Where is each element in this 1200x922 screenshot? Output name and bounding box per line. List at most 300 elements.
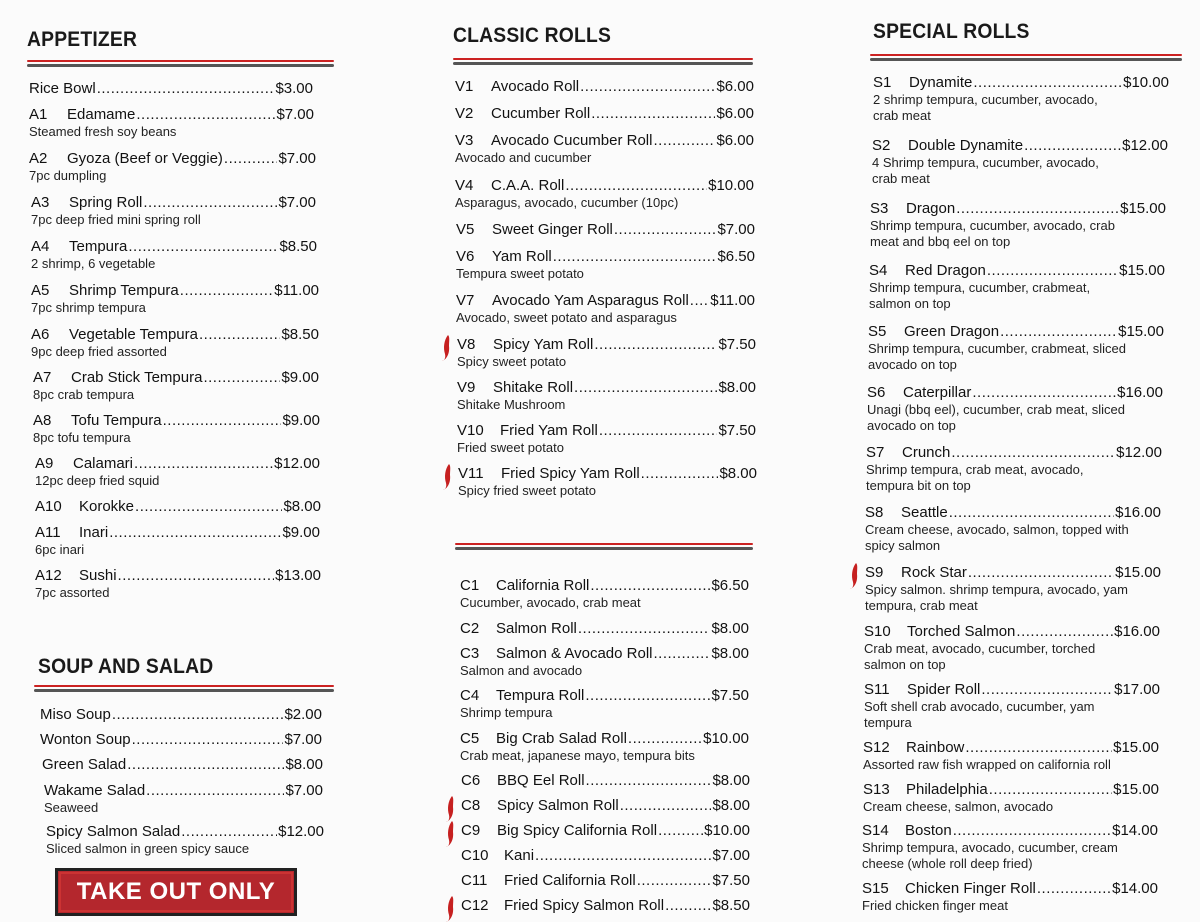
- menu-item: [44, 782, 323, 816]
- dot-leader: [1016, 623, 1113, 641]
- menu-item-line: [461, 897, 750, 915]
- menu-item-name: Yam Roll: [492, 248, 552, 265]
- menu-item-code: S15: [862, 880, 889, 897]
- menu-item-price: $15.00: [1113, 739, 1159, 756]
- dot-leader: [956, 200, 1119, 218]
- menu-item-line: [31, 194, 316, 212]
- menu-item-code: C3: [460, 645, 480, 662]
- menu-item-price: $16.00: [1117, 384, 1163, 401]
- menu-item-code: C10: [461, 847, 489, 864]
- menu-item-name: Rice Bowl: [29, 80, 96, 97]
- menu-item-name: Big Crab Salad Roll: [496, 730, 627, 747]
- menu-item: [460, 645, 749, 679]
- menu-item-line: [460, 645, 749, 663]
- menu-item-line: [457, 379, 756, 397]
- menu-item-code: A4: [31, 238, 50, 255]
- classic-rolls-title: CLASSIC ROLLS: [453, 24, 612, 47]
- menu-item-code: V6: [456, 248, 475, 265]
- menu-item-description: Assorted raw fish wrapped on california roll: [863, 757, 1111, 772]
- menu-item-description: crab meat: [873, 108, 931, 123]
- menu-item-line: [460, 577, 749, 595]
- menu-item-name: Sushi: [79, 567, 117, 584]
- menu-item-line: [870, 200, 1166, 218]
- menu-item: [33, 369, 319, 403]
- menu-item-description: meat and bbq eel on top: [870, 234, 1011, 249]
- menu-item-price: $7.00: [276, 106, 314, 123]
- dot-leader: [641, 465, 719, 483]
- menu-item: [35, 524, 320, 558]
- menu-item-description: 8pc tofu tempura: [33, 430, 131, 445]
- menu-item: [460, 730, 749, 764]
- menu-item-price: $10.00: [704, 822, 750, 839]
- menu-item-name: C.A.A. Roll: [491, 177, 565, 194]
- dot-leader: [981, 681, 1113, 699]
- menu-item-name: Salmon Roll: [496, 620, 577, 637]
- menu-item-name: Tempura: [69, 238, 128, 255]
- menu-item-price: $12.00: [1122, 137, 1168, 154]
- menu-item: [862, 822, 1158, 872]
- menu-item-code: C12: [461, 897, 489, 914]
- menu-item-code: A7: [33, 369, 52, 386]
- menu-item-name: Gyoza (Beef or Veggie): [67, 150, 223, 167]
- menu-item-code: V4: [455, 177, 474, 194]
- menu-item-line: [461, 772, 750, 790]
- menu-item-code: S6: [867, 384, 886, 401]
- menu-item-description: 6pc inari: [35, 542, 85, 557]
- chili-pepper-icon: [849, 562, 859, 590]
- menu-item-name: Big Spicy California Roll: [497, 822, 658, 839]
- menu-item-description: Avocado, sweet potato and asparagus: [456, 310, 677, 325]
- dot-leader: [134, 455, 273, 473]
- dot-leader: [574, 379, 717, 397]
- menu-item-line: [455, 78, 754, 96]
- menu-item-price: $9.00: [281, 369, 319, 386]
- dot-leader: [594, 336, 717, 354]
- menu-item-line: [864, 681, 1160, 699]
- menu-item-code: V11: [458, 465, 484, 482]
- dot-leader: [665, 897, 711, 915]
- menu-item: [461, 822, 750, 840]
- menu-item-code: C9: [461, 822, 481, 839]
- menu-item-name: Green Salad: [42, 756, 127, 773]
- menu-item-code: V2: [455, 105, 474, 122]
- menu-item-line: [455, 105, 754, 123]
- menu-item-price: $6.50: [711, 577, 749, 594]
- menu-item-price: $9.00: [282, 524, 320, 541]
- menu-item: [35, 567, 321, 601]
- dot-leader: [972, 384, 1116, 402]
- menu-item-line: [863, 781, 1159, 799]
- menu-item-description: Seaweed: [44, 800, 99, 815]
- menu-item-description: Soft shell crab avocado, cucumber, yam: [864, 699, 1095, 714]
- menu-item-name: Dynamite: [909, 74, 973, 91]
- menu-item-line: [29, 106, 314, 124]
- menu-item-line: [35, 567, 321, 585]
- menu-item-name: Chicken Finger Roll: [905, 880, 1036, 897]
- special-rolls-divider: [870, 54, 1182, 62]
- menu-item-name: Fried Yam Roll: [500, 422, 598, 439]
- menu-item-code: A5: [31, 282, 50, 299]
- menu-item-code: V10: [457, 422, 484, 439]
- menu-item-description: 7pc dumpling: [29, 168, 107, 183]
- menu-item-line: [862, 822, 1158, 840]
- menu-item-name: Spicy Salmon Roll: [497, 797, 619, 814]
- dot-leader: [580, 78, 715, 96]
- take-out-only-banner: TAKE OUT ONLY: [55, 868, 297, 916]
- dot-leader: [135, 498, 282, 516]
- menu-item-name: Seattle: [901, 504, 948, 521]
- menu-item-description: salmon on top: [869, 296, 951, 311]
- menu-item-price: $16.00: [1115, 504, 1161, 521]
- menu-item-code: S5: [868, 323, 887, 340]
- menu-item: [461, 772, 750, 790]
- menu-item: [461, 847, 750, 865]
- menu-item: [35, 498, 321, 516]
- menu-item-line: [40, 706, 322, 724]
- menu-item-line: [866, 444, 1162, 462]
- menu-item-price: $6.00: [716, 132, 754, 149]
- menu-item: [863, 781, 1159, 815]
- dot-leader: [535, 847, 711, 865]
- menu-item-description: cheese (whole roll deep fried): [862, 856, 1033, 871]
- menu-item-code: A11: [35, 524, 61, 541]
- menu-item-name: Torched Salmon: [907, 623, 1016, 640]
- menu-item: [31, 194, 316, 228]
- menu-item: [863, 739, 1159, 773]
- dot-leader: [586, 772, 712, 790]
- menu-item-description: tempura: [864, 715, 912, 730]
- dot-leader: [585, 687, 710, 705]
- menu-item-description: avocado on top: [868, 357, 957, 372]
- menu-item-price: $7.50: [718, 422, 756, 439]
- menu-item-line: [44, 782, 323, 800]
- menu-item-description: Cream cheese, salmon, avocado: [863, 799, 1054, 814]
- menu-item-name: Red Dragon: [905, 262, 986, 279]
- menu-item-name: Green Dragon: [904, 323, 1000, 340]
- menu-item-name: Shrimp Tempura: [69, 282, 179, 299]
- menu-item-name: Spicy Yam Roll: [493, 336, 594, 353]
- menu-item-description: Spicy fried sweet potato: [458, 483, 597, 498]
- dot-leader: [146, 782, 284, 800]
- menu-item-line: [862, 880, 1158, 898]
- menu-item-price: $7.00: [717, 221, 755, 238]
- menu-item-name: Dragon: [906, 200, 956, 217]
- menu-item-name: Cucumber Roll: [491, 105, 591, 122]
- menu-item-code: S11: [864, 681, 890, 698]
- menu-item-code: S9: [865, 564, 884, 581]
- menu-item-line: [29, 150, 316, 168]
- menu-item: [40, 706, 322, 724]
- menu-item-name: Spring Roll: [69, 194, 143, 211]
- menu-item-price: $14.00: [1112, 880, 1158, 897]
- dot-leader: [614, 221, 717, 239]
- menu-item: [33, 412, 320, 446]
- menu-item-price: $7.00: [712, 847, 750, 864]
- menu-item-description: Avocado and cucumber: [455, 150, 592, 165]
- menu-item-price: $6.50: [717, 248, 755, 265]
- menu-item-code: V5: [456, 221, 475, 238]
- menu-item-name: Fried California Roll: [504, 872, 636, 889]
- menu-item-code: C8: [461, 797, 481, 814]
- menu-item-line: [458, 465, 757, 483]
- menu-item-description: 8pc crab tempura: [33, 387, 135, 402]
- dot-leader: [989, 781, 1112, 799]
- soup-salad-title: SOUP AND SALAD: [38, 655, 214, 678]
- menu-item-line: [864, 623, 1160, 641]
- dot-leader: [163, 412, 282, 430]
- menu-item: [31, 282, 319, 316]
- menu-item-name: Tempura Roll: [496, 687, 585, 704]
- dot-leader: [968, 564, 1114, 582]
- dot-leader: [628, 730, 702, 748]
- menu-item-price: $8.50: [281, 326, 319, 343]
- menu-item-description: crab meat: [872, 171, 930, 186]
- menu-item-name: Wakame Salad: [44, 782, 146, 799]
- menu-item-code: V7: [456, 292, 475, 309]
- menu-item-description: tempura bit on top: [866, 478, 971, 493]
- menu-item-name: Korokke: [79, 498, 135, 515]
- dot-leader: [965, 739, 1112, 757]
- dot-leader: [97, 80, 275, 98]
- menu-item: [40, 731, 322, 749]
- appetizer-divider: [27, 60, 334, 68]
- dot-leader: [953, 822, 1111, 840]
- menu-item-name: Rainbow: [906, 739, 965, 756]
- dot-leader: [690, 292, 709, 310]
- menu-item: [866, 444, 1162, 494]
- menu-item: [868, 323, 1164, 373]
- menu-item-price: $15.00: [1118, 323, 1164, 340]
- menu-item-name: Calamari: [73, 455, 134, 472]
- menu-item-code: C11: [461, 872, 488, 889]
- menu-item-price: $7.00: [278, 150, 316, 167]
- dot-leader: [637, 872, 712, 890]
- menu-item-description: spicy salmon: [865, 538, 941, 553]
- menu-item-description: Shrimp tempura, crab meat, avocado,: [866, 462, 1084, 477]
- menu-item-description: Spicy salmon. shrimp tempura, avocado, yam: [865, 582, 1128, 597]
- menu-item-name: Double Dynamite: [908, 137, 1024, 154]
- dot-leader: [199, 326, 280, 344]
- menu-item-name: Kani: [504, 847, 535, 864]
- menu-item-name: Philadelphia: [906, 781, 988, 798]
- menu-item-line: [31, 326, 319, 344]
- menu-item-price: $12.00: [1116, 444, 1162, 461]
- menu-item-description: Cream cheese, avocado, salmon, topped with: [865, 522, 1129, 537]
- menu-item-line: [461, 797, 750, 815]
- menu-item-code: V1: [455, 78, 474, 95]
- menu-item-price: $17.00: [1114, 681, 1160, 698]
- dot-leader: [565, 177, 707, 195]
- menu-item-line: [40, 731, 322, 749]
- appetizer-title: APPETIZER: [27, 28, 138, 51]
- menu-item-code: A3: [31, 194, 50, 211]
- dot-leader: [109, 524, 281, 542]
- dot-leader: [658, 822, 703, 840]
- special-rolls-title: SPECIAL ROLLS: [873, 20, 1030, 43]
- soup-salad-divider: [34, 685, 334, 693]
- menu-item: [455, 177, 754, 211]
- chili-pepper-icon: [442, 463, 452, 491]
- menu-item-code: C5: [460, 730, 480, 747]
- menu-item-code: S4: [869, 262, 888, 279]
- menu-item-name: Avocado Yam Asparagus Roll: [492, 292, 689, 309]
- menu-item-price: $7.00: [278, 194, 316, 211]
- dot-leader: [590, 577, 710, 595]
- menu-item-description: 2 shrimp, 6 vegetable: [31, 256, 156, 271]
- menu-item-line: [455, 177, 754, 195]
- menu-item: [873, 74, 1169, 124]
- dot-leader: [951, 444, 1115, 462]
- menu-item: [864, 623, 1160, 673]
- menu-item-price: $8.00: [718, 379, 756, 396]
- menu-item-description: Salmon and avocado: [460, 663, 583, 678]
- menu-item: [456, 221, 755, 239]
- menu-item-price: $3.00: [275, 80, 313, 97]
- menu-item-code: S13: [863, 781, 890, 798]
- menu-item-description: salmon on top: [864, 657, 946, 672]
- menu-item-price: $12.00: [278, 823, 324, 840]
- menu-item: [457, 422, 756, 456]
- menu-item-price: $6.00: [716, 78, 754, 95]
- chili-pepper-icon: [441, 334, 451, 362]
- dot-leader: [136, 106, 275, 124]
- menu-item-line: [461, 872, 750, 890]
- menu-item-name: Tofu Tempura: [71, 412, 162, 429]
- menu-item-name: Salmon & Avocado Roll: [496, 645, 653, 662]
- menu-item: [455, 105, 754, 123]
- menu-item-code: C6: [461, 772, 481, 789]
- dot-leader: [224, 150, 278, 168]
- menu-item-description: Fried chicken finger meat: [862, 898, 1008, 913]
- menu-item-name: Avocado Roll: [491, 78, 580, 95]
- menu-item-line: [456, 221, 755, 239]
- menu-item-description: avocado on top: [867, 418, 956, 433]
- menu-item: [31, 238, 317, 272]
- menu-item-code: S14: [862, 822, 889, 839]
- menu-item-price: $2.00: [284, 706, 322, 723]
- dot-leader: [128, 238, 278, 256]
- menu-item-description: 9pc deep fried assorted: [31, 344, 167, 359]
- dot-leader: [181, 823, 277, 841]
- menu-item: [862, 880, 1158, 914]
- menu-item-code: A10: [35, 498, 62, 515]
- dot-leader: [653, 645, 710, 663]
- menu-item-name: California Roll: [496, 577, 590, 594]
- chili-pepper-icon: [445, 795, 455, 823]
- menu-item-price: $8.50: [279, 238, 317, 255]
- menu-item: [461, 797, 750, 815]
- menu-item-line: [869, 262, 1165, 280]
- menu-item-price: $8.00: [712, 797, 750, 814]
- menu-item: [29, 106, 314, 140]
- menu-item-description: tempura, crab meat: [865, 598, 978, 613]
- menu-item: [865, 564, 1161, 614]
- menu-item-line: [455, 132, 754, 150]
- menu-item-price: $11.00: [710, 292, 755, 309]
- menu-item-code: S1: [873, 74, 892, 91]
- menu-item-description: Sliced salmon in green spicy sauce: [46, 841, 250, 856]
- menu-item-code: A12: [35, 567, 62, 584]
- menu-item-code: A1: [29, 106, 48, 123]
- menu-item-description: Tempura sweet potato: [456, 266, 584, 281]
- menu-item: [461, 872, 750, 890]
- menu-item: [870, 200, 1166, 250]
- menu-item-description: Crab meat, avocado, cucumber, torched: [864, 641, 1096, 656]
- dot-leader: [180, 282, 273, 300]
- menu-item-code: S7: [866, 444, 885, 461]
- classic-c-divider: [455, 543, 753, 551]
- menu-item-name: Boston: [905, 822, 952, 839]
- menu-item-line: [31, 238, 317, 256]
- dot-leader: [599, 422, 718, 440]
- menu-item-description: 12pc deep fried squid: [35, 473, 160, 488]
- dot-leader: [553, 248, 717, 266]
- menu-item-price: $10.00: [1123, 74, 1169, 91]
- dot-leader: [987, 262, 1118, 280]
- menu-item-description: Shrimp tempura, cucumber, avocado, crab: [870, 218, 1115, 233]
- menu-item-description: Spicy sweet potato: [457, 354, 567, 369]
- menu-item-name: Shitake Roll: [493, 379, 574, 396]
- dot-leader: [127, 756, 284, 774]
- menu-item-price: $7.50: [711, 687, 749, 704]
- menu-item-price: $15.00: [1115, 564, 1161, 581]
- menu-item-line: [35, 498, 321, 516]
- menu-item-name: Spider Roll: [907, 681, 981, 698]
- menu-item-line: [456, 248, 755, 266]
- menu-item-price: $8.50: [712, 897, 750, 914]
- menu-item-line: [35, 455, 320, 473]
- menu-item-line: [33, 369, 319, 387]
- dot-leader: [1037, 880, 1111, 898]
- chili-pepper-icon: [445, 820, 455, 848]
- menu-item: [455, 132, 754, 166]
- menu-item-line: [867, 384, 1163, 402]
- menu-item: [869, 262, 1165, 312]
- menu-item-description: Shrimp tempura, cucumber, crabmeat, sliced: [868, 341, 1126, 356]
- menu-item-line: [461, 822, 750, 840]
- menu-item-line: [865, 504, 1161, 522]
- chili-pepper-icon: [445, 895, 455, 922]
- menu-item-name: Fried Spicy Yam Roll: [501, 465, 640, 482]
- menu-item-price: $8.00: [711, 645, 749, 662]
- menu-item: [31, 326, 319, 360]
- menu-item-price: $7.50: [718, 336, 756, 353]
- menu-item: [460, 620, 749, 638]
- menu-item-name: Fried Spicy Salmon Roll: [504, 897, 665, 914]
- menu-item-description: 4 Shrimp tempura, cucumber, avocado,: [872, 155, 1099, 170]
- menu-item-price: $15.00: [1120, 200, 1166, 217]
- dot-leader: [132, 731, 284, 749]
- menu-item-price: $8.00: [285, 756, 323, 773]
- menu-item-code: V9: [457, 379, 476, 396]
- menu-item: [457, 336, 756, 370]
- menu-item-name: Crab Stick Tempura: [71, 369, 203, 386]
- menu-item-line: [868, 323, 1164, 341]
- classic-rolls-divider: [453, 58, 753, 66]
- menu-item: [460, 687, 749, 721]
- menu-item-description: Shrimp tempura: [460, 705, 553, 720]
- menu-item-name: Crunch: [902, 444, 951, 461]
- menu-item-name: Caterpillar: [903, 384, 972, 401]
- menu-item-price: $8.00: [283, 498, 321, 515]
- menu-item: [46, 823, 324, 857]
- menu-item-price: $7.00: [285, 782, 323, 799]
- dot-leader: [949, 504, 1114, 522]
- menu-item-description: Shitake Mushroom: [457, 397, 566, 412]
- menu-item-description: Shrimp tempura, avocado, cucumber, cream: [862, 840, 1118, 855]
- menu-item-line: [460, 620, 749, 638]
- menu-item: [872, 137, 1168, 187]
